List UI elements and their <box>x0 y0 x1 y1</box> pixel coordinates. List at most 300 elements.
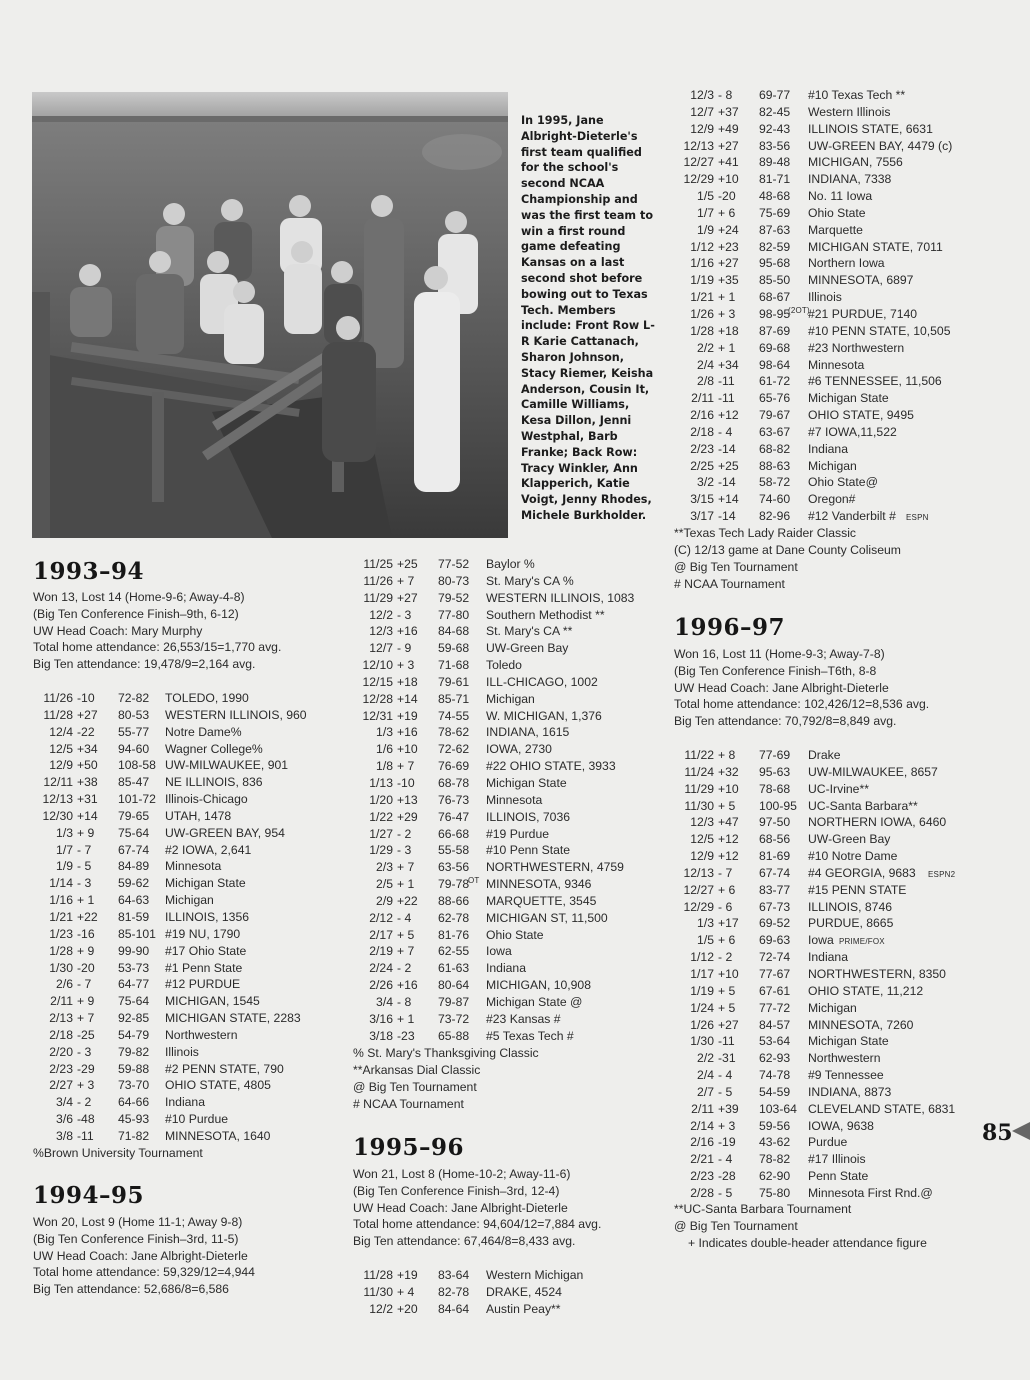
game-opponent: Notre Dame% <box>165 724 242 739</box>
game-margin: + 9 <box>77 943 95 958</box>
game-row <box>353 927 653 944</box>
game-margin: -10 <box>397 775 415 790</box>
game-row <box>33 842 333 859</box>
game-margin: -20 <box>718 189 736 204</box>
game-date: 2/19 <box>369 944 393 959</box>
game-margin: +39 <box>718 1101 739 1116</box>
game-margin: +34 <box>718 357 739 372</box>
game-opponent: INDIANA, 8873 <box>808 1084 892 1099</box>
game-margin: + 1 <box>718 290 736 305</box>
record-line: Won 13, Lost 14 (Home-9-6; Away-4-8) <box>33 590 245 604</box>
game-date: 2/14 <box>690 1118 714 1133</box>
game-row <box>33 757 333 774</box>
game-row <box>33 875 333 892</box>
game-opponent: #21 PURDUE, 7140 <box>808 306 918 321</box>
conference-finish: (Big Ten Conference Finish–3rd, 11-5) <box>33 1231 239 1246</box>
game-score: 76-47 <box>438 809 470 824</box>
game-opponent: #10 Penn State <box>486 843 571 858</box>
game-score: 67-74 <box>759 865 791 880</box>
game-score: 81-59 <box>118 909 150 924</box>
game-opponent: NE ILLINOIS, 836 <box>165 775 263 790</box>
game-margin: + 7 <box>77 1011 95 1026</box>
season-heading-1995-96: 1995–96 <box>353 1134 465 1161</box>
game-score: 65-76 <box>759 391 791 406</box>
game-margin: +25 <box>718 458 739 473</box>
game-date: 1/16 <box>49 893 73 908</box>
game-opponent: #10 Texas Tech ** <box>808 88 906 102</box>
game-score: 103-64 <box>759 1101 797 1116</box>
broadcast-note: OT <box>468 876 480 886</box>
game-score: 66-68 <box>438 826 470 841</box>
game-opponent: #15 PENN STATE <box>808 882 907 897</box>
game-score: 76-69 <box>438 759 470 774</box>
game-score: 83-64 <box>438 1268 470 1282</box>
game-row <box>33 724 333 741</box>
game-margin: + 9 <box>77 994 95 1009</box>
game-row <box>353 893 653 910</box>
page-pointer-icon <box>1012 1122 1030 1140</box>
game-opponent: MICHIGAN, 1545 <box>165 994 260 1009</box>
footnote: # NCAA Tournament <box>674 576 785 591</box>
game-opponent: ILL-CHICAGO, 1002 <box>486 674 598 689</box>
game-date: 12/4 <box>49 724 73 739</box>
game-opponent: #12 PURDUE <box>165 977 241 992</box>
game-margin: -11 <box>718 374 735 389</box>
game-date: 1/24 <box>690 1000 714 1015</box>
game-date: 1/9 <box>697 222 714 237</box>
game-margin: +35 <box>718 273 739 288</box>
game-opponent: INDIANA, 7338 <box>808 172 892 187</box>
game-score: 79-52 <box>438 590 470 605</box>
game-opponent: Michigan <box>165 893 214 908</box>
game-opponent: Northern Iowa <box>808 256 885 271</box>
game-opponent: Western Illinois <box>808 104 891 119</box>
game-opponent: Wagner College% <box>165 741 263 756</box>
game-score: 68-82 <box>759 441 791 456</box>
game-row <box>353 573 653 590</box>
game-row <box>674 154 994 171</box>
game-score: 100-95 <box>759 798 797 813</box>
game-opponent: CLEVELAND STATE, 6831 <box>808 1101 956 1116</box>
game-margin: - 9 <box>397 641 412 656</box>
broadcast-note: ESPN2 <box>928 869 956 879</box>
game-margin: + 1 <box>77 893 95 908</box>
game-opponent: IOWA, 9638 <box>808 1118 874 1133</box>
game-opponent: #2 PENN STATE, 790 <box>165 1061 284 1076</box>
game-score: 73-72 <box>438 1011 470 1026</box>
game-score: 72-62 <box>438 742 470 757</box>
game-row <box>674 424 994 441</box>
game-date: 1/17 <box>690 966 714 981</box>
game-margin: - 3 <box>397 843 412 858</box>
game-margin: -23 <box>397 1028 415 1043</box>
game-score: 64-66 <box>118 1095 150 1110</box>
game-score: 77-52 <box>438 557 470 571</box>
big-ten-attendance: Big Ten attendance: 70,792/8=8,849 avg. <box>674 714 897 729</box>
game-date: 2/11 <box>50 994 73 1009</box>
game-opponent: #10 PENN STATE, 10,505 <box>808 323 951 338</box>
game-score: 59-56 <box>759 1118 791 1133</box>
game-margin: +27 <box>718 256 739 271</box>
game-row <box>674 255 994 272</box>
game-margin: -14 <box>718 509 736 524</box>
game-date: 1/9 <box>56 859 73 874</box>
game-score: 62-78 <box>438 910 470 925</box>
game-opponent: ILLINOIS STATE, 6631 <box>808 121 933 136</box>
team-photo <box>32 92 508 538</box>
footnotes-1994-95 <box>353 1045 539 1112</box>
game-score: 67-74 <box>118 842 150 857</box>
game-score: 53-64 <box>759 1034 791 1049</box>
game-date: 1/26 <box>690 1017 714 1032</box>
game-score: 69-77 <box>759 88 791 102</box>
game-score: 71-68 <box>438 658 470 673</box>
game-margin: - 8 <box>718 88 733 102</box>
game-margin: + 1 <box>718 340 736 355</box>
season-info-1993-94 <box>33 589 281 673</box>
game-date: 12/11 <box>43 775 73 790</box>
game-margin: + 8 <box>718 748 736 762</box>
game-opponent: #10 Purdue <box>165 1112 229 1127</box>
head-coach: UW Head Coach: Jane Albright-Dieterle <box>674 680 889 695</box>
game-row <box>674 188 994 205</box>
game-score: 64-63 <box>118 893 150 908</box>
game-score: 72-82 <box>118 691 150 705</box>
game-margin: -25 <box>77 1027 95 1042</box>
game-opponent: #12 Vanderbilt # <box>808 509 896 524</box>
game-opponent: #23 Kansas # <box>486 1011 561 1026</box>
game-opponent: MINNESOTA, 9346 <box>486 877 592 892</box>
game-row <box>674 222 994 239</box>
game-margin: -31 <box>718 1051 736 1066</box>
game-date: 2/16 <box>690 408 714 423</box>
game-opponent: #6 TENNESSEE, 11,506 <box>808 374 942 389</box>
game-score: 84-64 <box>438 1301 470 1316</box>
game-margin: +27 <box>718 1017 739 1032</box>
game-score: 87-63 <box>759 222 791 237</box>
game-date: 2/11 <box>691 391 714 406</box>
game-margin: + 7 <box>397 573 415 588</box>
game-score: 95-68 <box>759 256 791 271</box>
game-margin: - 2 <box>718 950 733 965</box>
game-opponent: Toledo <box>486 658 522 673</box>
game-row <box>33 1094 333 1111</box>
game-opponent: #2 IOWA, 2,641 <box>165 842 252 857</box>
game-score: 63-67 <box>759 424 791 439</box>
game-row <box>353 708 653 725</box>
game-margin: +49 <box>718 121 739 136</box>
game-date: 2/18 <box>690 424 714 439</box>
game-margin: -20 <box>77 960 95 975</box>
photo-caption: In 1995, Jane Albright-Dieterle's first team qualified for the school's second NCAA Championship and was the first team to win a first round game defeating Kansas on a last second shot before bowing out to Texas Tech. Members include: Front Row L-R Karie Cattanach, Sharon Johnson, Stacy Riemer, Keisha Anderson, Cousin It, Camille Williams, Kesa Dillon, Jenni Westphal, Barb Franke; Back Row: Tracy Winkler, Ann Klapperich, Katie Voigt, Jenny Rhodes, Michele Burkholder. <box>521 114 655 522</box>
game-date: 11/29 <box>363 590 393 605</box>
game-row <box>674 781 994 798</box>
game-margin: - 3 <box>77 1044 92 1059</box>
game-row <box>353 623 653 640</box>
conference-finish: (Big Ten Conference Finish–3rd, 12-4) <box>353 1183 560 1198</box>
game-margin: - 6 <box>718 899 733 914</box>
game-opponent: UW-Green Bay <box>808 832 891 847</box>
game-date: 1/21 <box>690 290 714 305</box>
game-row <box>674 121 994 138</box>
game-margin: +12 <box>718 832 739 847</box>
game-score: 77-80 <box>438 607 470 622</box>
game-opponent: Baylor % <box>486 557 535 571</box>
game-opponent: #19 Purdue <box>486 826 550 841</box>
game-opponent: Michigan State <box>486 775 567 790</box>
footnote: @ Big Ten Tournament <box>353 1079 477 1094</box>
game-row <box>353 775 653 792</box>
game-date: 12/3 <box>690 88 714 102</box>
game-margin: - 2 <box>397 961 412 976</box>
game-row <box>674 1084 994 1101</box>
game-score: 77-67 <box>759 966 791 981</box>
game-row <box>674 289 994 306</box>
game-score: 75-64 <box>118 994 150 1009</box>
game-score: 61-63 <box>438 961 470 976</box>
game-date: 3/4 <box>376 994 393 1009</box>
game-row <box>33 993 333 1010</box>
game-date: 12/9 <box>49 758 73 773</box>
footnote: **Arkansas Dial Classic <box>353 1062 481 1077</box>
game-margin: +47 <box>718 815 739 830</box>
game-margin: +18 <box>718 323 739 338</box>
game-row <box>674 1101 994 1118</box>
footnote: **UC-Santa Barbara Tournament <box>674 1202 852 1216</box>
game-row <box>353 657 653 674</box>
game-date: 1/3 <box>376 725 393 740</box>
game-row <box>33 791 333 808</box>
game-margin: +32 <box>718 764 739 779</box>
game-opponent: ILLINOIS, 1356 <box>165 909 250 924</box>
game-margin: +25 <box>397 557 418 571</box>
game-row <box>674 239 994 256</box>
footnote: % St. Mary's Thanksgiving Classic <box>353 1046 539 1060</box>
game-opponent: Indiana <box>808 441 848 456</box>
game-margin: -16 <box>77 926 95 941</box>
game-margin: +34 <box>77 741 98 756</box>
game-row <box>674 306 994 323</box>
game-row <box>674 1151 994 1168</box>
game-opponent: W. MICHIGAN, 1,376 <box>486 708 602 723</box>
game-date: 2/4 <box>697 357 714 372</box>
game-score: 54-59 <box>759 1084 791 1099</box>
game-score: 84-57 <box>759 1017 791 1032</box>
game-margin: + 7 <box>397 860 415 875</box>
game-score: 59-88 <box>118 1061 150 1076</box>
game-row <box>33 690 333 707</box>
big-ten-attendance: Big Ten attendance: 19,478/9=2,164 avg. <box>33 657 256 672</box>
game-opponent: MINNESOTA, 6897 <box>808 273 914 288</box>
game-margin: +10 <box>718 966 739 981</box>
game-score: 78-68 <box>759 781 791 796</box>
game-date: 12/5 <box>690 832 714 847</box>
game-row <box>674 1050 994 1067</box>
game-date: 2/11 <box>691 1101 714 1116</box>
game-date: 12/31 <box>362 708 393 723</box>
game-margin: + 4 <box>397 1284 415 1299</box>
game-score: 74-78 <box>759 1068 791 1083</box>
game-opponent: ILLINOIS, 8746 <box>808 899 893 914</box>
game-date: 2/7 <box>697 1084 714 1099</box>
game-margin: +10 <box>718 172 739 187</box>
head-coach: UW Head Coach: Jane Albright-Dieterle <box>353 1200 568 1215</box>
game-margin: +20 <box>397 1301 418 1316</box>
game-date: 1/3 <box>697 916 714 931</box>
game-row <box>353 910 653 927</box>
game-score: 59-68 <box>438 641 470 656</box>
game-score: 75-69 <box>759 205 791 220</box>
game-date: 1/19 <box>690 983 714 998</box>
game-score: 98-64 <box>759 357 791 372</box>
game-date: 12/27 <box>683 882 714 897</box>
game-margin: +27 <box>397 590 418 605</box>
game-opponent: #7 IOWA,11,522 <box>808 424 897 439</box>
game-score: 85-71 <box>438 691 470 706</box>
game-opponent: NORTHERN IOWA, 6460 <box>808 815 947 830</box>
game-margin: +27 <box>77 707 98 722</box>
game-margin: - 8 <box>397 994 412 1009</box>
game-row <box>674 87 994 104</box>
game-date: 1/13 <box>369 775 393 790</box>
game-score: 67-73 <box>759 899 791 914</box>
game-row <box>674 831 994 848</box>
game-date: 1/8 <box>376 759 393 774</box>
game-margin: - 2 <box>77 1095 92 1110</box>
game-date: 2/18 <box>49 1027 73 1042</box>
game-row <box>674 764 994 781</box>
game-date: 3/16 <box>369 1011 393 1026</box>
game-opponent: OHIO STATE, 9495 <box>808 408 914 423</box>
game-opponent: WESTERN ILLINOIS, 1083 <box>486 590 635 605</box>
game-date: 12/29 <box>683 172 714 187</box>
game-margin: +16 <box>397 624 418 639</box>
game-row <box>674 1033 994 1050</box>
game-opponent: Marquette <box>808 222 863 237</box>
game-date: 1/22 <box>369 809 393 824</box>
game-row <box>33 1077 333 1094</box>
game-score: 84-68 <box>438 624 470 639</box>
game-row <box>674 899 994 916</box>
game-score: 62-55 <box>438 944 470 959</box>
game-opponent: MICHIGAN ST, 11,500 <box>486 910 608 925</box>
game-row <box>353 1011 653 1028</box>
game-opponent: Northwestern <box>165 1027 238 1042</box>
game-opponent: Michigan <box>808 458 857 473</box>
game-date: 2/2 <box>697 340 714 355</box>
game-row <box>353 590 653 607</box>
game-score: 88-63 <box>759 458 791 473</box>
game-score: 69-68 <box>759 340 791 355</box>
game-date: 2/28 <box>690 1185 714 1200</box>
game-score: 83-77 <box>759 882 791 897</box>
game-row <box>674 915 994 932</box>
footnote: + Indicates double-header attendance figure <box>688 1235 927 1250</box>
game-margin: +19 <box>397 1268 418 1282</box>
game-row <box>353 758 653 775</box>
game-row <box>33 774 333 791</box>
game-date: 1/12 <box>690 239 714 254</box>
game-row <box>353 960 653 977</box>
game-margin: + 3 <box>397 658 415 673</box>
game-opponent: #23 Northwestern <box>808 340 905 355</box>
game-opponent: UC-Santa Barbara** <box>808 798 918 813</box>
game-row <box>674 474 994 491</box>
game-score: 74-55 <box>438 708 470 723</box>
game-date: 1/23 <box>49 926 73 941</box>
game-score: 97-50 <box>759 815 791 830</box>
game-score: 67-61 <box>759 983 791 998</box>
game-score: 53-73 <box>118 960 150 975</box>
game-opponent: Austin Peay** <box>486 1301 561 1316</box>
game-opponent: Oregon# <box>808 492 856 507</box>
game-date: 2/20 <box>49 1044 73 1059</box>
game-score: 79-65 <box>118 808 150 823</box>
game-row <box>353 1301 653 1318</box>
game-row <box>674 814 994 831</box>
game-date: 1/5 <box>697 933 714 948</box>
game-opponent: MINNESOTA, 1640 <box>165 1128 271 1143</box>
game-score: 59-62 <box>118 876 150 891</box>
game-score: 73-70 <box>118 1078 150 1093</box>
game-margin: +24 <box>718 222 739 237</box>
game-row <box>674 205 994 222</box>
game-margin: +14 <box>77 808 98 823</box>
game-opponent: Illinois <box>165 1044 199 1059</box>
game-date: 3/18 <box>369 1028 393 1043</box>
game-score: 79-87 <box>438 994 470 1009</box>
game-margin: - 3 <box>397 607 412 622</box>
game-row <box>353 607 653 624</box>
game-margin: +18 <box>397 674 418 689</box>
game-score: 95-63 <box>759 764 791 779</box>
game-score: 69-52 <box>759 916 791 931</box>
game-date: 2/27 <box>49 1078 73 1093</box>
game-row <box>674 138 994 155</box>
game-date: 12/2 <box>369 1301 393 1316</box>
game-margin: - 4 <box>718 1152 733 1167</box>
game-score: 85-101 <box>118 926 156 941</box>
game-score: 81-76 <box>438 927 470 942</box>
game-score: 68-67 <box>759 290 791 305</box>
game-score: 99-90 <box>118 943 150 958</box>
game-margin: - 5 <box>77 859 92 874</box>
game-date: 1/6 <box>376 742 393 757</box>
game-row <box>674 171 994 188</box>
game-score: 82-45 <box>759 104 791 119</box>
game-opponent: UW-MILWAUKEE, 901 <box>165 758 289 773</box>
game-margin: +13 <box>397 792 418 807</box>
game-date: 1/19 <box>690 273 714 288</box>
game-date: 1/7 <box>697 205 714 220</box>
game-date: 2/17 <box>369 927 393 942</box>
game-margin: + 7 <box>397 759 415 774</box>
game-opponent: Iowa <box>486 944 512 959</box>
game-opponent: Michigan State <box>808 391 889 406</box>
game-date: 11/30 <box>363 1284 393 1299</box>
game-score: 88-66 <box>438 893 470 908</box>
game-date: 1/14 <box>49 876 73 891</box>
page-number: 85 <box>982 1120 1013 1146</box>
game-opponent: UW-MILWAUKEE, 8657 <box>808 764 938 779</box>
game-opponent: Michigan <box>486 691 535 706</box>
game-date: 2/24 <box>369 961 393 976</box>
game-opponent: UTAH, 1478 <box>165 808 232 823</box>
game-opponent: Michigan State <box>165 876 246 891</box>
game-date: 1/7 <box>56 842 73 857</box>
game-margin: +31 <box>77 792 98 807</box>
game-score: 87-69 <box>759 323 791 338</box>
